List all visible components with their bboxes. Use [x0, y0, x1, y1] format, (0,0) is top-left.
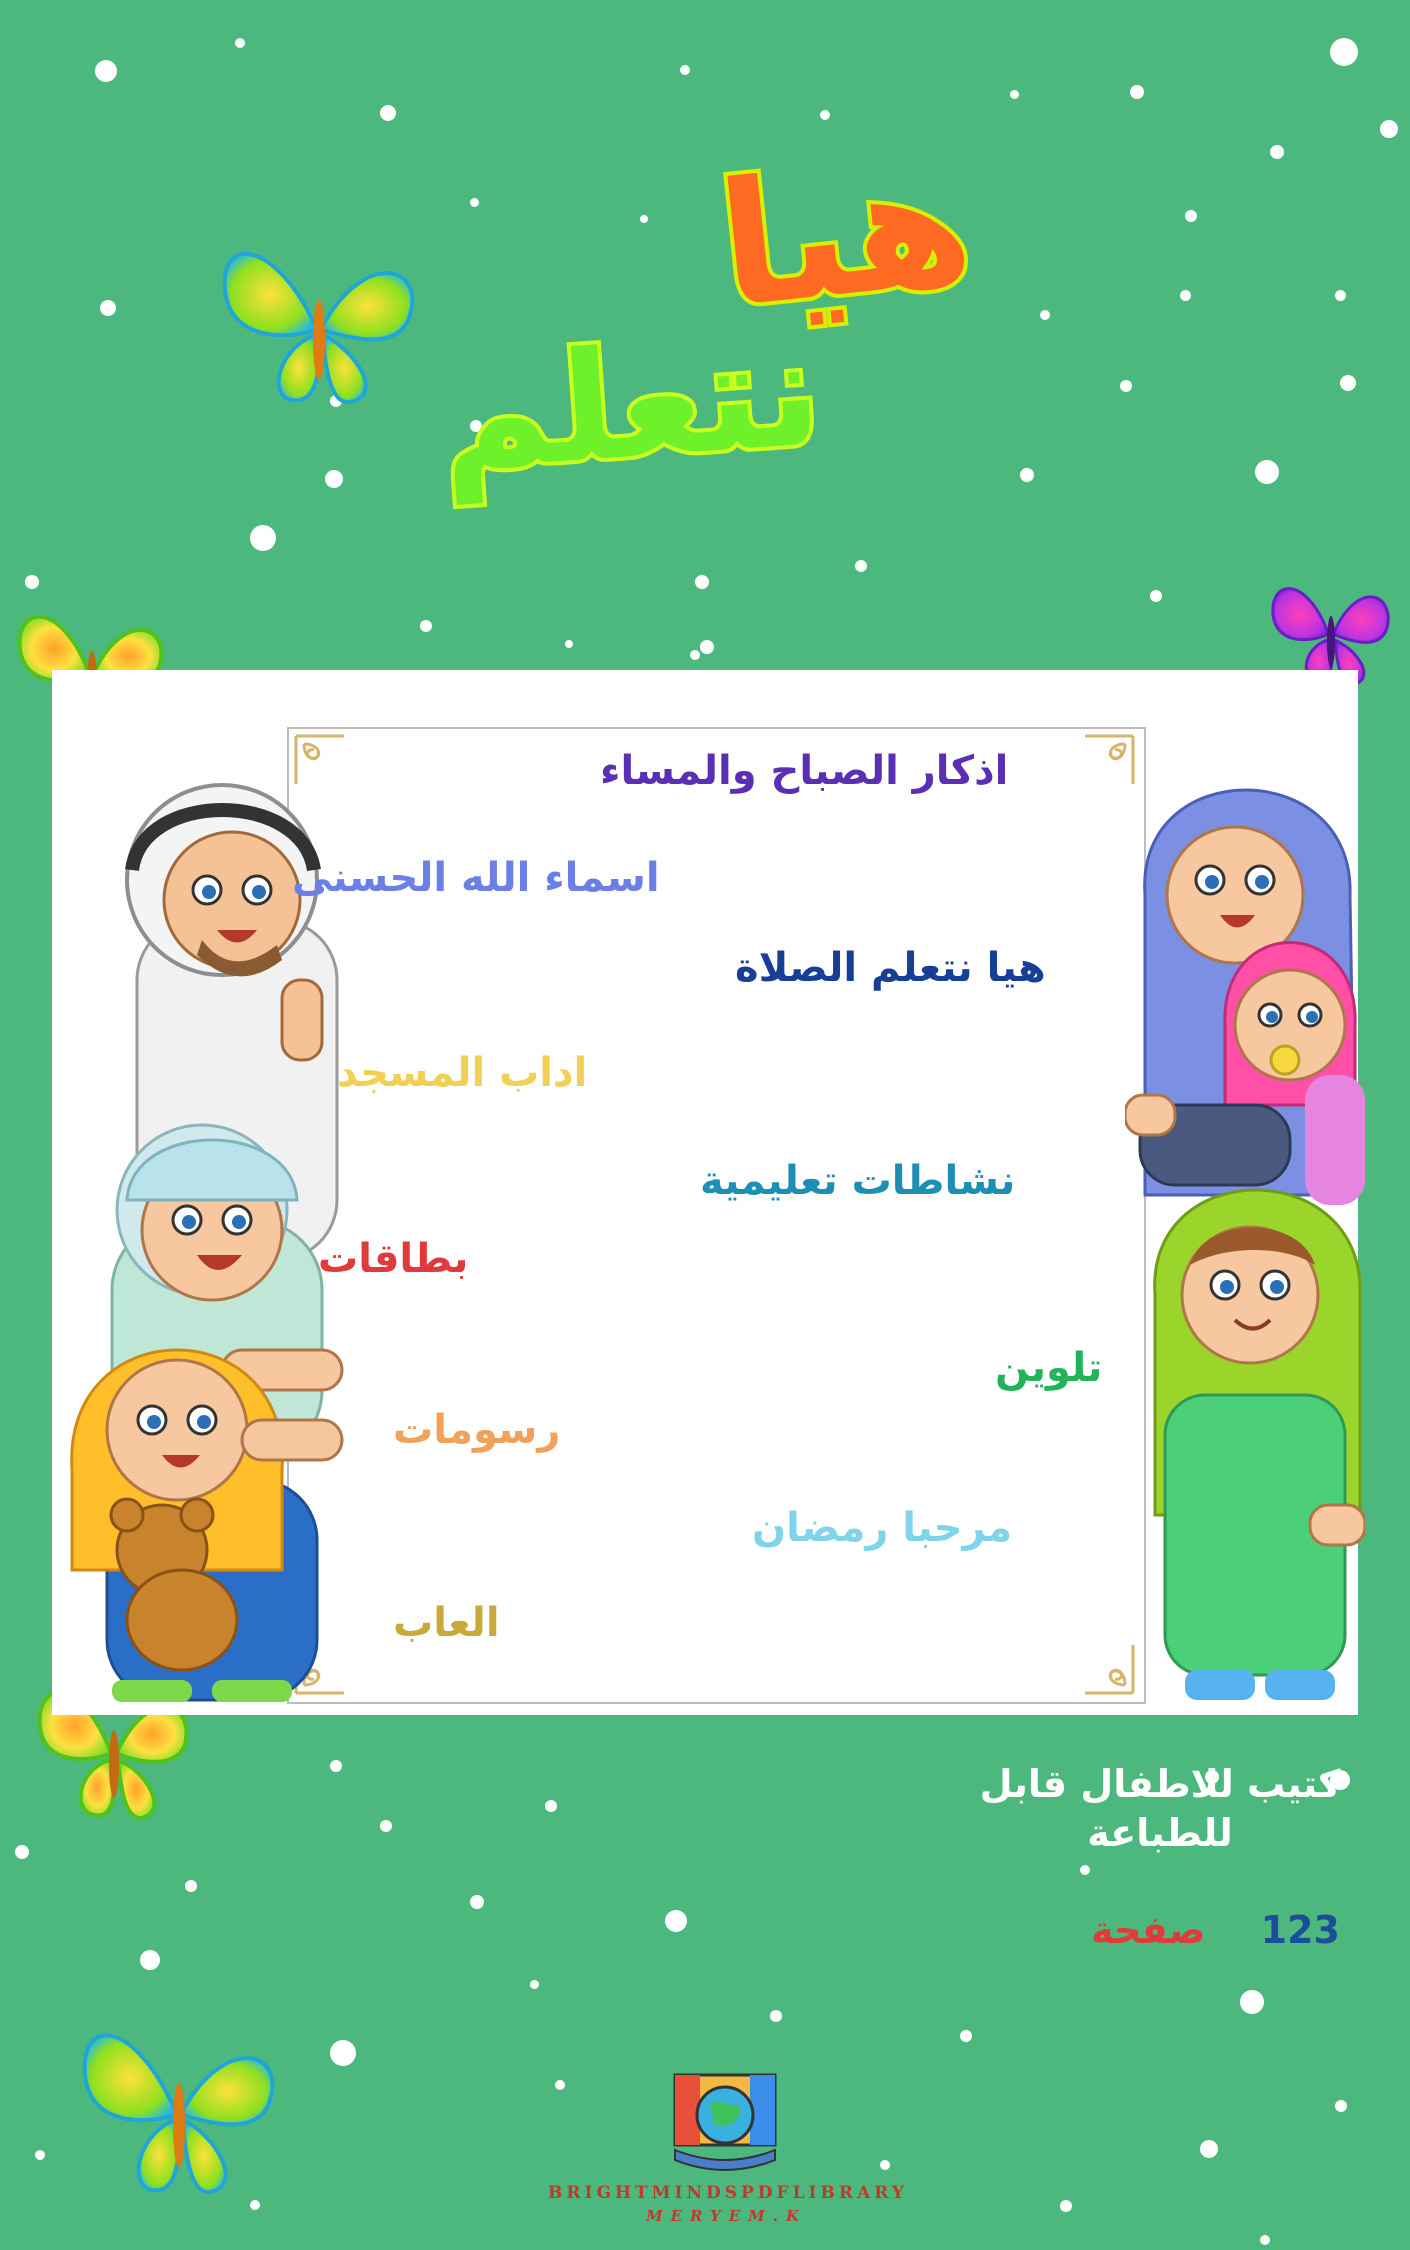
- topic-games: العاب: [393, 1600, 500, 1646]
- page-count: 123: [1260, 1908, 1340, 1952]
- topic-coloring: تلوين: [995, 1345, 1103, 1391]
- topic-activities: نشاطات تعليمية: [700, 1158, 1016, 1204]
- title-line-1: هيا: [710, 123, 981, 347]
- logo-author: MERYEM.K: [646, 2207, 808, 2225]
- topic-drawings: رسومات: [393, 1407, 561, 1453]
- topic-cards: بطاقات: [318, 1236, 469, 1282]
- topic-salah: هيا نتعلم الصلاة: [735, 945, 1046, 991]
- page-word: صفحة: [1091, 1908, 1206, 1952]
- butterfly-icon: [215, 230, 430, 420]
- topic-adhkar: اذكار الصباح والمساء: [600, 748, 1009, 794]
- topic-ramadan: مرحبا رمضان: [752, 1505, 1013, 1551]
- topic-masjid-manners: اداب المسجد: [337, 1050, 588, 1096]
- topic-asma-allah: اسماء الله الحسنى: [292, 855, 660, 901]
- book-globe-icon: [670, 2070, 780, 2175]
- title-line-2: نتعلم: [434, 304, 827, 506]
- page-count-row: [1060, 1908, 1340, 1964]
- logo-name: BRIGHTMINDSPDFLIBRARY: [548, 2183, 908, 2203]
- book-description: كتيب للاطفال قابل للطباعة: [979, 1762, 1341, 1856]
- butterfly-icon: [75, 2010, 290, 2210]
- family-illustration-right: [1125, 775, 1365, 1710]
